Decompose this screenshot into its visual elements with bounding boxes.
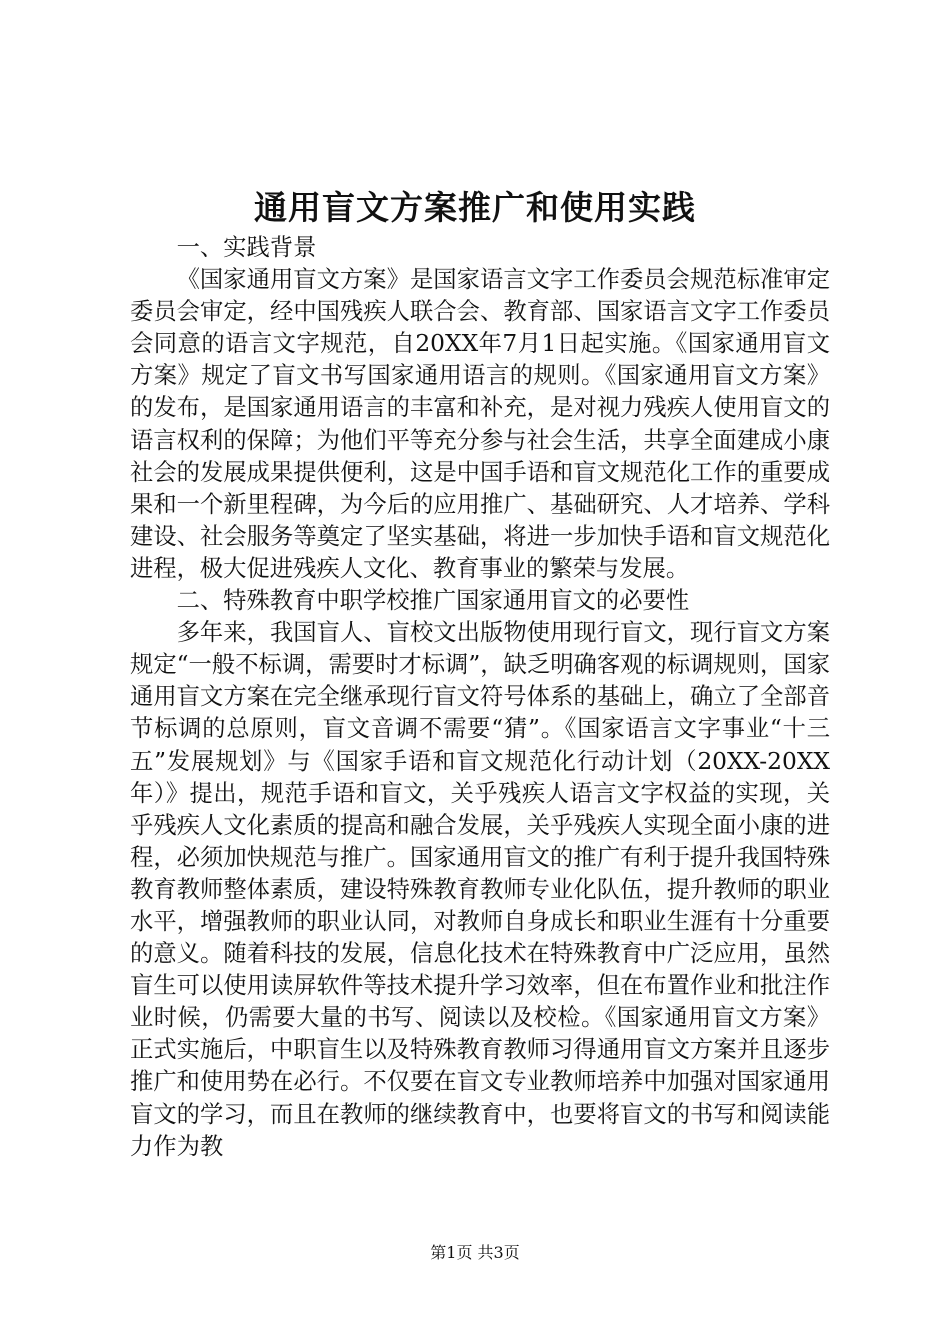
section-heading-necessity: 二、特殊教育中职学校推广国家通用盲文的必要性 xyxy=(176,587,690,615)
section-heading-background: 一、实践背景 xyxy=(176,234,317,261)
document-title: 通用盲文方案推广和使用实践 xyxy=(254,188,696,227)
page-number-footer: 第1页 共3页 xyxy=(430,1243,520,1262)
document-body xyxy=(130,232,830,1163)
paragraph-background: 《国家通用盲文方案》是国家语言文字工作委员会规范标准审定委员会审定，经中国残疾人联合会、教育部、国家语言文字工作委员会同意的语言文字规范，自20XX年7月1日起实施。《国家通用盲文方案》规定了盲文书写国家通用语言的规则。《国家通用盲文方案》的发布，是国家通用语言的丰富和补充，是对视力残疾人使用盲文的语言权利的保障；为他们平等充分参与社会生活，共享全面建成小康社会的发展成果提供便利，这是中国手语和盲文规范化工作的重要成果和一个新里程碑，为今后的应用推广、基础研究、人才培养、学科建设、社会服务等奠定了坚实基础，将进一步加快手语和盲文规范化进程，极大促进残疾人文化、教育事业的繁荣与发展。 xyxy=(130,266,830,582)
paragraph-necessity: 多年来，我国盲人、盲校文出版物使用现行盲文，现行盲文方案规定“一般不标调，需要时才标调”，缺乏明确客观的标调规则，国家通用盲文方案在完全继承现行盲文符号体系的基础上，确立了全部音节标调的总原则，盲文音调不需要“猜”。《国家语言文字事业“十三五”发展规划》与《国家手语和盲文规范化行动计划（20XX-20XX年）》提出，规范手语和盲文，关乎残疾人语言文字权益的实现，关乎残疾人文化素质的提高和融合发展，关乎残疾人实现全面小康的进程，必须加快规范与推广。国家通用盲文的推广有利于提升我国特殊教育教师整体素质，建设特殊教育教师专业化队伍，提升教师的职业水平，增强教师的职业认同，对教师自身成长和职业生涯有十分重要的意义。随着科技的发展，信息化技术在特殊教育中广泛应用，虽然盲生可以使用读屏软件等技术提升学习效率，但在布置作业和批注作业时候，仍需要大量的书写、阅读以及校检。《国家通用盲文方案》正式实施后，中职盲生以及特殊教育教师习得通用盲文方案并且逐步推广和使用势在必行。不仅要在盲文专业教师培养中加强对国家通用盲文的学习，而且在教师的继续教育中，也要将盲文的书写和阅读能力作为教 xyxy=(130,619,830,1160)
